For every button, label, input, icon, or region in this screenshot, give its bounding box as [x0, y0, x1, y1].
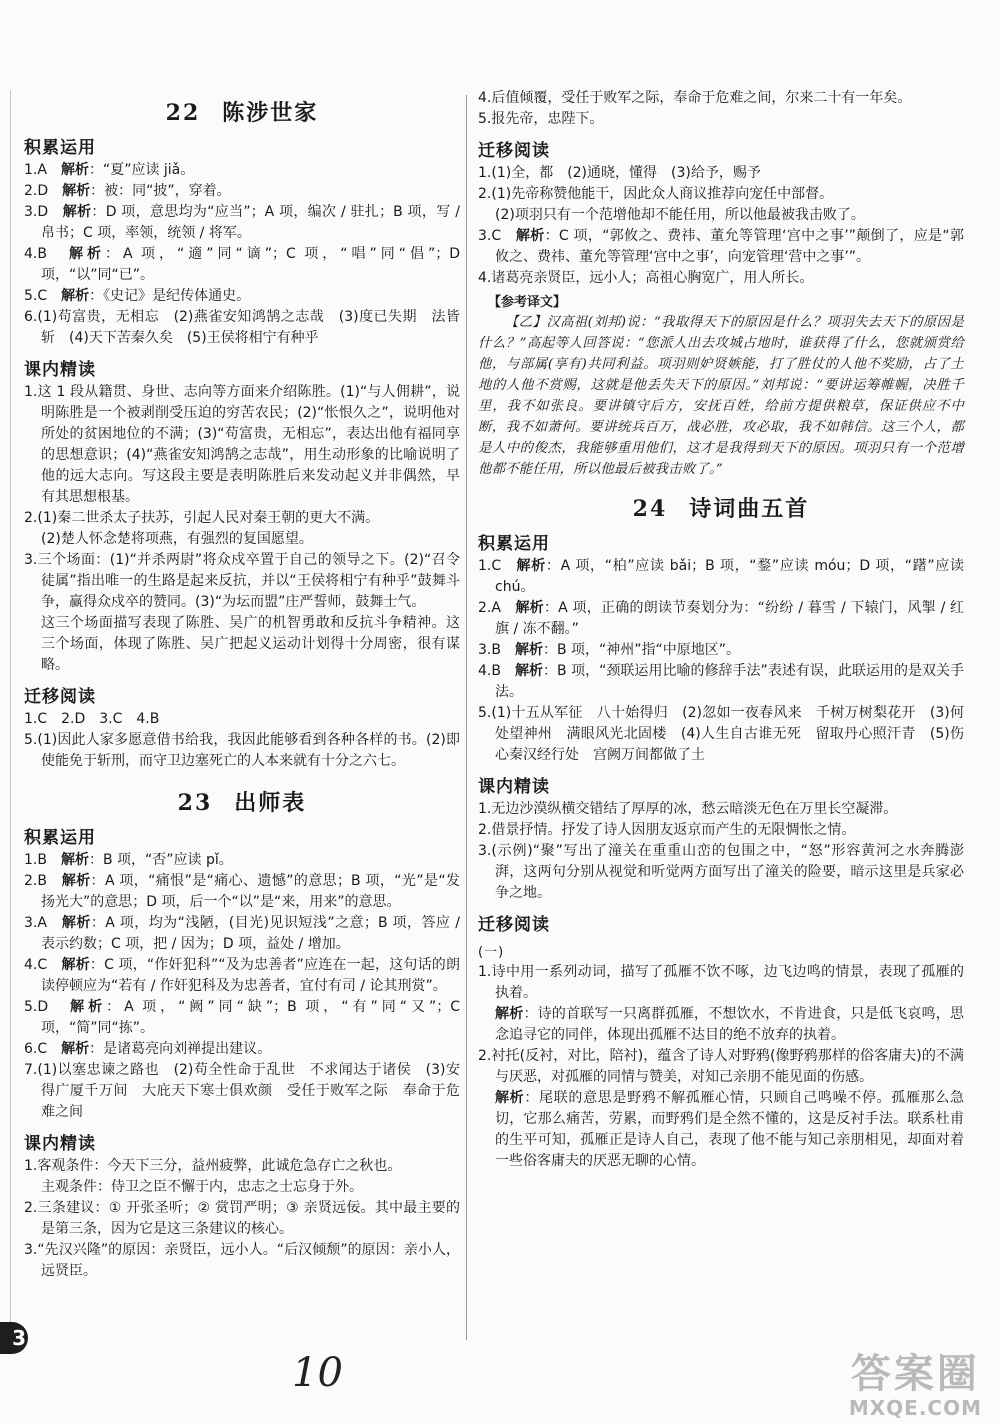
answer-item: 3.“先汉兴隆”的原因：亲贤臣，远小人。“后汉倾颓”的原因：亲小人，远贤臣。 [24, 1242, 460, 1279]
answer-item: 3.C 解析：C 项，“郭攸之、费祎、董允等管理‘宫中之事’”颠倒了，应是“郭攸之、费祎、董允等管理‘宫中之事’，向宠管理‘营中之事’”。 [478, 228, 965, 265]
answer-item: 6.(1)苟富贵，无相忘 (2)燕雀安知鸿鹄之志哉 (3)度已失期 法皆斩 (4)天下苦秦久矣 (5)王侯将相宁有种乎 [24, 309, 460, 346]
answer-item: 2.衬托(反衬，对比，陪衬)，蕴含了诗人对野鸦(像野鸦那样的俗客庸夫)的不满与厌恶，对孤雁的同情与赞美，对知己亲朋不能见面的伤感。 [478, 1048, 964, 1085]
answer-item: 4.诸葛亮亲贤臣，远小人；高祖心胸宽广，用人所长。 [478, 270, 814, 286]
answer-item: 7.(1)以塞忠谏之路也 (2)苟全性命于乱世 不求闻达于诸侯 (3)安得广厦千万间 大庇天下寒士俱欢颜 受任于败军之际 奉命于危难之间 [24, 1062, 460, 1120]
answer-item: 2.A 解析：A 项，正确的朗读节奏划分为：“纷纷 / 暮雪 / 下辕门，风掣 / 红旗 / 冻不翻。” [478, 600, 964, 637]
answer-item: 1.C 2.D 3.C 4.B [24, 711, 160, 727]
answer-item: 2.B 解析：A 项，“痛恨”是“痛心、遗憾”的意思；B 项，“光”是“发扬光大”的意思；D 项，后一个“以”是“来，用来”的意思。 [24, 873, 460, 910]
answer-item: (2)楚人怀念楚将项燕，有强烈的复国愿望。 [41, 531, 313, 547]
answer-item: 2.(1)秦二世杀太子扶苏，引起人民对秦王朝的更大不满。 [24, 510, 380, 526]
section-heading: 积累运用 [478, 534, 550, 554]
answer-item: 4.B 解析：A 项，“適”同“谪”；C 项，“唱”同“倡”；D 项，“以”同“已”。 [24, 246, 460, 283]
answer-item: 5.C 解析：《史记》是纪传体通史。 [24, 288, 251, 304]
answer-item: 1.无边沙漠纵横交错结了厚厚的冰，愁云暗淡无色在万里长空凝滞。 [478, 801, 898, 817]
answer-item: 6.C 解析：是诸葛亮向刘禅提出建议。 [24, 1041, 272, 1057]
answer-item: 3.D 解析：D 项，意思均为“应当”；A 项，编次 / 驻扎；B 项，写 / 帛书；C 项，率领，统领 / 将军。 [24, 204, 460, 241]
answer-item: 3.B 解析：B 项，“神州”指“中原地区”。 [478, 642, 741, 658]
left-column [24, 88, 460, 1282]
section-heading: 积累运用 [24, 828, 96, 848]
answer-item: 1.这 1 段从籍贯、身世、志向等方面来介绍陈胜。(1)“与人佣耕”，说明陈胜是一个被剥削受压迫的穷苦农民；(2)“怅恨久之”，说明他对所处的贫困地位的不满；(3)“苟富贵，无相忘”，表达出他有福同享的思想意识；(4)“燕雀安知鸿鹄之志哉”，用生动形象的比喻说明了他的远大志向。写这段主要是表明陈胜后来发动起义并非偶然，早有其思想根基。 [24, 384, 460, 505]
answer-item: 1.客观条件：今天下三分，益州疲弊，此诚危急存亡之秋也。 [24, 1158, 402, 1174]
answer-item: 2.三条建议：① 开张圣听；② 赏罚严明；③ 亲贤远佞。其中最主要的是第三条，因为它是这三条建议的核心。 [24, 1200, 460, 1237]
watermark-url: MXQE.COM [848, 1396, 982, 1420]
answer-item: 1.B 解析：B 项，“否”应读 pǐ。 [24, 852, 233, 868]
answer-item: 3.(示例)“聚”写出了潼关在重重山峦的包围之中，“怒”形容黄河之水奔腾澎湃，这两句分别从视觉和听觉两方面写出了潼关的险要，暗示这里是兵家必争之地。 [478, 843, 964, 901]
answer-item: (2)项羽只有一个范增他却不能任用，所以他最被我击败了。 [495, 207, 865, 223]
watermark-logo [849, 1352, 982, 1420]
lesson-23-title: 23 出师表 [177, 790, 307, 816]
reference-translation-label: 【参考译文】 [488, 295, 567, 310]
answer-item: 3.A 解析：A 项，均为“浅陋，(目光)见识短浅”之意；B 项，答应 / 表示约数；C 项，把 / 因为；D 项，益处 / 增加。 [24, 915, 461, 952]
answer-item: 主观条件：侍卫之臣不懈于内，忠志之士忘身于外。 [41, 1179, 363, 1195]
handwritten-note: 10 [292, 1350, 343, 1396]
answer-item: 5.D 解析：A 项，“阙”同“缺”；B 项，“有”同“又”；C 项，“简”同“拣”。 [24, 999, 460, 1036]
section-heading: 迁移阅读 [24, 687, 96, 707]
answer-item: 2.(1)先帝称赞他能干，因此众人商议推荐向宠任中部督。 [478, 186, 834, 202]
subsection-number: (一) [478, 945, 505, 960]
answer-item: 1.诗中用一系列动词，描写了孤雁不饮不啄，边飞边鸣的情景，表现了孤雁的执着。 [478, 964, 964, 1001]
section-heading: 迁移阅读 [478, 141, 550, 161]
section-heading: 积累运用 [24, 138, 96, 158]
right-column [478, 88, 964, 1172]
answer-item: 1.C 解析：A 项，“柏”应读 bǎi；B 项，“鍪”应读 móu；D 项，“躇”应读 chú。 [478, 558, 964, 595]
section-heading: 课内精读 [478, 777, 550, 797]
page-number: 3 [0, 1322, 28, 1354]
answer-item: 5.(1)因此人家多愿意借书给我，我因此能够看到各种各样的书。(2)即使能免于斩刑，而守卫边塞死亡的人本来就有十分之六七。 [24, 732, 460, 769]
section-heading: 课内精读 [24, 360, 96, 380]
page-edge-line [10, 90, 11, 1330]
analysis-note: 解析：尾联的意思是野鸦不解孤雁心情，只顾自己鸣噪不停。孤雁那么急切，它那么痛苦，劳累，而野鸦们是全然不懂的，这是反衬手法。联系杜甫的生平可知，孤雁正是诗人自己，表现了他不能与知己亲朋相见，却面对着一些俗客庸夫的厌恶无聊的心情。 [495, 1090, 965, 1169]
watermark-text: 答案圈 [850, 1350, 980, 1397]
answer-item: 1.(1)全，都 (2)通晓，懂得 (3)给予，赐予 [478, 165, 761, 181]
answer-item: 3.三个场面：(1)“并杀两尉”将众戍卒置于自己的领导之下。(2)“召令徒属”指出唯一的生路是起来反抗，并以“王侯将相宁有种乎”鼓舞斗争，赢得众戍卒的赞同。(3)“为坛而盟”庄严誓师，鼓舞士气。 [24, 552, 460, 610]
column-divider [466, 95, 467, 1340]
analysis-note: 解析：诗的首联写一只离群孤雁，不想饮水，不肯进食，只是低飞哀鸣，思念追寻它的同伴，体现出孤雁不达目的绝不放弃的执着。 [495, 1006, 964, 1043]
answer-item: 2.D 解析：被：同“披”，穿着。 [24, 183, 231, 199]
answer-item: 4.后值倾覆，受任于败军之际，奉命于危难之间，尔来二十有一年矣。 [478, 90, 912, 106]
answer-item: 5.(1)十五从军征 八十始得归 (2)忽如一夜春风来 千树万树梨花开 (3)何处望神州 满眼风光北固楼 (4)人生自古谁无死 留取丹心照汗青 (5)伤心秦汉经行处 宫阙万间都做了土 [478, 705, 964, 763]
reference-translation: 【乙】汉高祖(刘邦)说：“我取得天下的原因是什么？项羽失去天下的原因是什么？”高起等人回答说：“您派人出去攻城占地时，谁获得了什么，您就颁赏给他，与部属(享有)共同利益。项羽则妒贤嫉能，打了胜仗的人他不奖励，占了土地的人他不赏赐，这就是他丢失天下的原因。”刘邦说：“要讲运筹帷幄，决胜千里，我不如张良。要讲镇守后方，安抚百姓，给前方提供粮草，保证供应不中断，我不如萧何。要讲统兵百万，战必胜，攻必取，我不如韩信。这三个人，都是人中的俊杰，我能够重用他们，这才是我得到天下的原因。项羽只有一个范增他都不能任用，所以他最后被我击败了。” [478, 315, 964, 477]
lesson-24-title: 24 诗词曲五首 [632, 496, 810, 522]
section-heading: 课内精读 [24, 1134, 96, 1154]
answer-item: 5.报先帝，忠陛下。 [478, 111, 604, 127]
section-heading: 迁移阅读 [478, 915, 550, 935]
answer-item: 2.借景抒情。抒发了诗人因朋友返京而产生的无限惆怅之情。 [478, 822, 856, 838]
answer-item: 4.B 解析：B 项，“颈联运用比喻的修辞手法”表述有误，此联运用的是双关手法。 [478, 663, 965, 700]
answer-item: 1.A 解析：“夏”应读 jiǎ。 [24, 162, 195, 178]
answer-item: 这三个场面描写表现了陈胜、吴广的机智勇敢和反抗斗争精神。这三个场面，体现了陈胜、吴广把起义运动计划得十分周密，很有谋略。 [41, 615, 460, 673]
answer-item: 4.C 解析：C 项，“作奸犯科”“及为忠善者”应连在一起，这句话的朗读停顿应为“若有 / 作奸犯科及为忠善者，宜付有司 / 论其刑赏”。 [24, 957, 460, 994]
lesson-22-title: 22 陈涉世家 [165, 100, 319, 126]
